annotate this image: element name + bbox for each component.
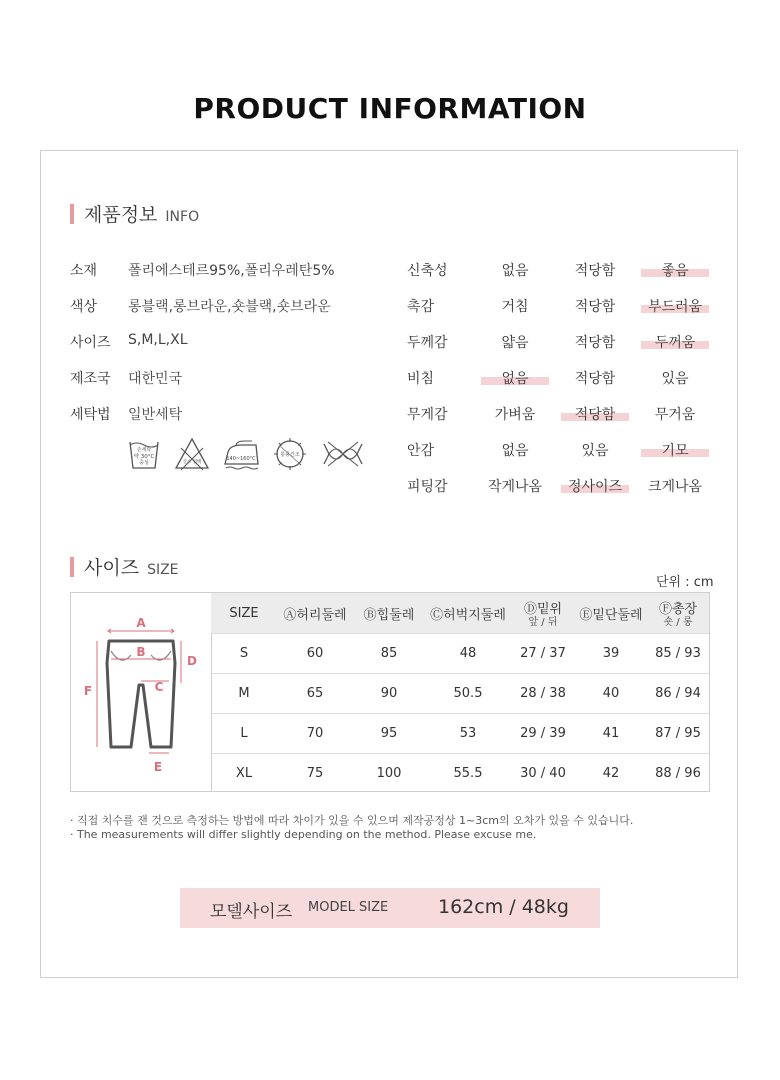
table-cell: 48 bbox=[425, 634, 511, 674]
feel-option: 가벼움 bbox=[494, 407, 536, 423]
feel-option: 적당함 bbox=[574, 335, 616, 351]
table-row bbox=[211, 754, 709, 794]
feel-label: 두께감 bbox=[407, 335, 448, 351]
feel-option: 없음 bbox=[501, 371, 529, 387]
feel-option: 작게나옴 bbox=[487, 479, 543, 495]
diagram-label-b: B bbox=[136, 645, 146, 659]
no-bleach-icon bbox=[174, 436, 210, 472]
feel-option: 적당함 bbox=[574, 371, 616, 387]
heading-accent-bar bbox=[70, 557, 74, 577]
feel-option: 무거움 bbox=[654, 407, 696, 423]
feel-label: 무게감 bbox=[407, 407, 448, 423]
table-row bbox=[211, 714, 709, 754]
info-row-material bbox=[70, 260, 335, 280]
col-header: Ⓔ밑단둘레 bbox=[575, 593, 647, 634]
table-cell: 65 bbox=[277, 674, 353, 714]
table-cell: 41 bbox=[575, 714, 647, 754]
feel-option: 크게나옴 bbox=[647, 479, 703, 495]
size-table-header bbox=[211, 593, 709, 634]
no-wring-icon bbox=[320, 436, 366, 472]
feel-option: 있음 bbox=[581, 443, 609, 459]
col-header: Ⓕ총장 숏 / 롱 bbox=[647, 593, 709, 634]
feel-option: 두꺼움 bbox=[654, 335, 696, 351]
wash-text: 140~160°C bbox=[226, 456, 256, 462]
table-cell: 87 / 95 bbox=[647, 714, 709, 754]
table-cell: 100 bbox=[353, 754, 425, 794]
wash-text: 산소 염백 bbox=[182, 460, 202, 465]
feel-label: 촉감 bbox=[407, 299, 435, 315]
info-label: 소재 bbox=[70, 263, 98, 279]
table-cell: 27 / 37 bbox=[511, 634, 575, 674]
wash-icons bbox=[126, 436, 366, 472]
iron-140-160-icon bbox=[222, 436, 260, 472]
feel-option: 거침 bbox=[501, 299, 529, 315]
table-cell: 50.5 bbox=[425, 674, 511, 714]
feel-option: 기모 bbox=[661, 443, 689, 459]
feel-option: 있음 bbox=[661, 371, 689, 387]
table-cell: 40 bbox=[575, 674, 647, 714]
feel-label: 피팅감 bbox=[407, 479, 448, 495]
feel-label: 신축성 bbox=[407, 263, 448, 279]
info-row-washing bbox=[70, 404, 182, 424]
info-label: 사이즈 bbox=[70, 335, 111, 351]
table-cell: 95 bbox=[353, 714, 425, 754]
col-header: Ⓑ힙둘레 bbox=[353, 593, 425, 634]
diagram-label-a: A bbox=[136, 616, 146, 630]
diagram-label-e: E bbox=[153, 760, 163, 774]
size-chart bbox=[70, 592, 710, 792]
model-label-en: MODEL SIZE bbox=[308, 900, 389, 915]
table-row bbox=[211, 674, 709, 714]
feel-label: 비침 bbox=[407, 371, 435, 387]
diagram-label-d: D bbox=[187, 654, 197, 668]
table-cell: 28 / 38 bbox=[511, 674, 575, 714]
info-row-size bbox=[70, 332, 188, 352]
info-value: 대한민국 bbox=[128, 371, 183, 387]
page-title: PRODUCT INFORMATION bbox=[193, 92, 587, 125]
model-size-banner bbox=[180, 888, 600, 928]
wash-text: 약 30°C bbox=[133, 454, 155, 460]
table-cell: 75 bbox=[277, 754, 353, 794]
table-cell: 85 bbox=[353, 634, 425, 674]
table-row bbox=[211, 634, 709, 674]
info-label: 제조국 bbox=[70, 371, 111, 387]
info-label: 세탁법 bbox=[70, 407, 111, 423]
feel-option: 좋음 bbox=[661, 263, 689, 279]
pants-outline-icon bbox=[71, 593, 211, 791]
size-section-heading bbox=[70, 553, 179, 580]
measure-note-en: · The measurements will differ slightly depending on the method. Please excuse me. bbox=[70, 828, 537, 841]
col-header: SIZE bbox=[211, 593, 277, 634]
heading-accent-bar bbox=[70, 204, 74, 224]
table-cell: L bbox=[211, 714, 277, 754]
wash-text: 중성 bbox=[139, 460, 149, 466]
info-value: 폴리에스테르95%,폴리우레탄5% bbox=[128, 263, 335, 279]
table-cell: S bbox=[211, 634, 277, 674]
model-value: 162cm / 48kg bbox=[438, 896, 569, 918]
info-label: 색상 bbox=[70, 299, 98, 315]
table-cell: 55.5 bbox=[425, 754, 511, 794]
table-cell: 30 / 40 bbox=[511, 754, 575, 794]
diagram-label-f: F bbox=[83, 684, 93, 698]
info-section-heading bbox=[70, 200, 199, 227]
table-cell: 70 bbox=[277, 714, 353, 754]
wash-text: 손세탁 bbox=[136, 447, 152, 453]
info-value: 일반세탁 bbox=[128, 407, 183, 423]
table-cell: 90 bbox=[353, 674, 425, 714]
measure-note-ko: · 직접 치수를 잰 것으로 측정하는 방법에 따라 차이가 있을 수 있으며 제작공정상 1~3cm의 오차가 있을 수 있습니다. bbox=[70, 814, 634, 827]
no-tumble-dry-icon bbox=[272, 436, 308, 472]
table-cell: 85 / 93 bbox=[647, 634, 709, 674]
size-table bbox=[211, 593, 709, 793]
feel-option: 부드러움 bbox=[647, 299, 703, 315]
feel-option: 적당함 bbox=[574, 299, 616, 315]
col-header: Ⓐ허리둘레 bbox=[277, 593, 353, 634]
col-header: Ⓓ밑위 앞 / 뒤 bbox=[511, 593, 575, 634]
info-heading-ko: 제품정보 bbox=[84, 204, 158, 226]
info-value: 롱블랙,롱브라운,숏블랙,숏브라운 bbox=[128, 299, 331, 315]
wash-text: 통풍건조 bbox=[280, 452, 300, 458]
table-cell: 88 / 96 bbox=[647, 754, 709, 794]
feel-option: 적당함 bbox=[574, 407, 616, 423]
feel-option: 없음 bbox=[501, 263, 529, 279]
table-cell: 39 bbox=[575, 634, 647, 674]
feel-option: 얇음 bbox=[501, 335, 529, 351]
table-cell: 60 bbox=[277, 634, 353, 674]
info-row-color bbox=[70, 296, 331, 316]
size-heading-ko: 사이즈 bbox=[84, 557, 140, 579]
info-heading-en: INFO bbox=[165, 209, 200, 225]
table-cell: 29 / 39 bbox=[511, 714, 575, 754]
feel-option: 정사이즈 bbox=[567, 479, 623, 495]
feel-label: 안감 bbox=[407, 443, 435, 459]
model-label-ko: 모델사이즈 bbox=[210, 902, 293, 922]
info-value: S,M,L,XL bbox=[128, 332, 188, 348]
hand-wash-30-icon bbox=[126, 436, 162, 472]
col-header: Ⓒ허벅지둘레 bbox=[425, 593, 511, 634]
pants-diagram bbox=[71, 593, 212, 791]
table-cell: 42 bbox=[575, 754, 647, 794]
size-heading-en: SIZE bbox=[147, 562, 179, 578]
table-cell: M bbox=[211, 674, 277, 714]
diagram-label-c: C bbox=[154, 680, 164, 694]
table-cell: 53 bbox=[425, 714, 511, 754]
table-cell: XL bbox=[211, 754, 277, 794]
size-unit: 단위 : cm bbox=[656, 575, 714, 590]
table-cell: 86 / 94 bbox=[647, 674, 709, 714]
feel-option: 적당함 bbox=[574, 263, 616, 279]
info-row-origin bbox=[70, 368, 182, 388]
feel-option: 없음 bbox=[501, 443, 529, 459]
